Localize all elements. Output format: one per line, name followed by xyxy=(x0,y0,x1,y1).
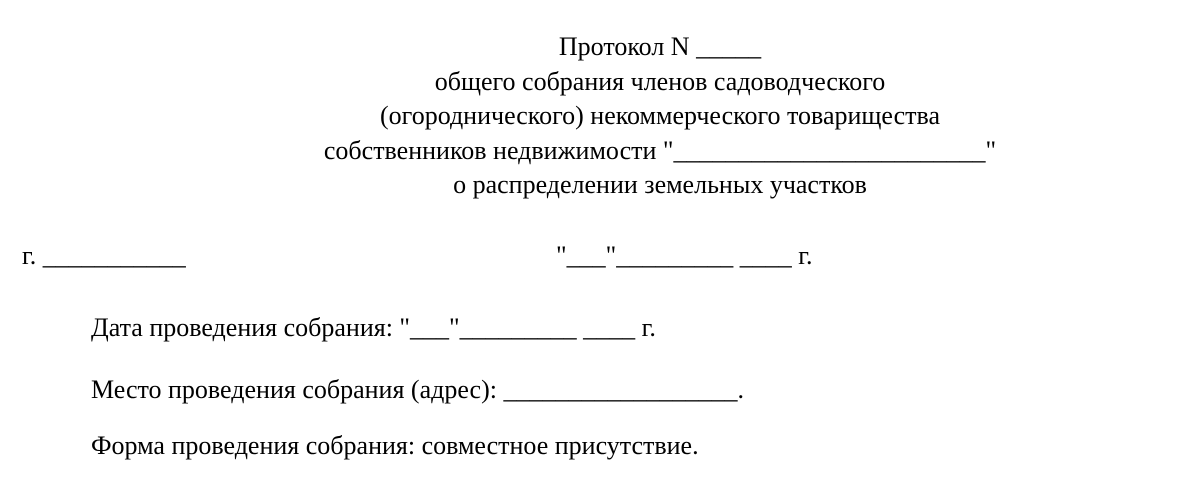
title-line-subject: о распределении земельных участков xyxy=(453,170,867,199)
title-line-owners: собственников недвижимости "________________________" xyxy=(323,135,997,165)
title-line-partnership: (огороднического) некоммерческого товарищества xyxy=(380,101,940,130)
city-field: г. ___________ xyxy=(22,241,186,270)
meeting-date-field: Дата проведения собрания: "___"_________ ____ г. xyxy=(91,313,656,342)
protocol-title xyxy=(0,30,1200,203)
title-line-meeting: общего собрания членов садоводческого xyxy=(434,66,886,96)
meeting-place-field: Место проведения собрания (адрес): __________________. xyxy=(91,375,744,404)
document-date-field: "___"_________ ____ г. xyxy=(556,241,813,270)
title-line-number: Протокол N _____ xyxy=(558,32,762,61)
meeting-form-field: Форма проведения собрания: совместное присутствие. xyxy=(91,431,699,460)
